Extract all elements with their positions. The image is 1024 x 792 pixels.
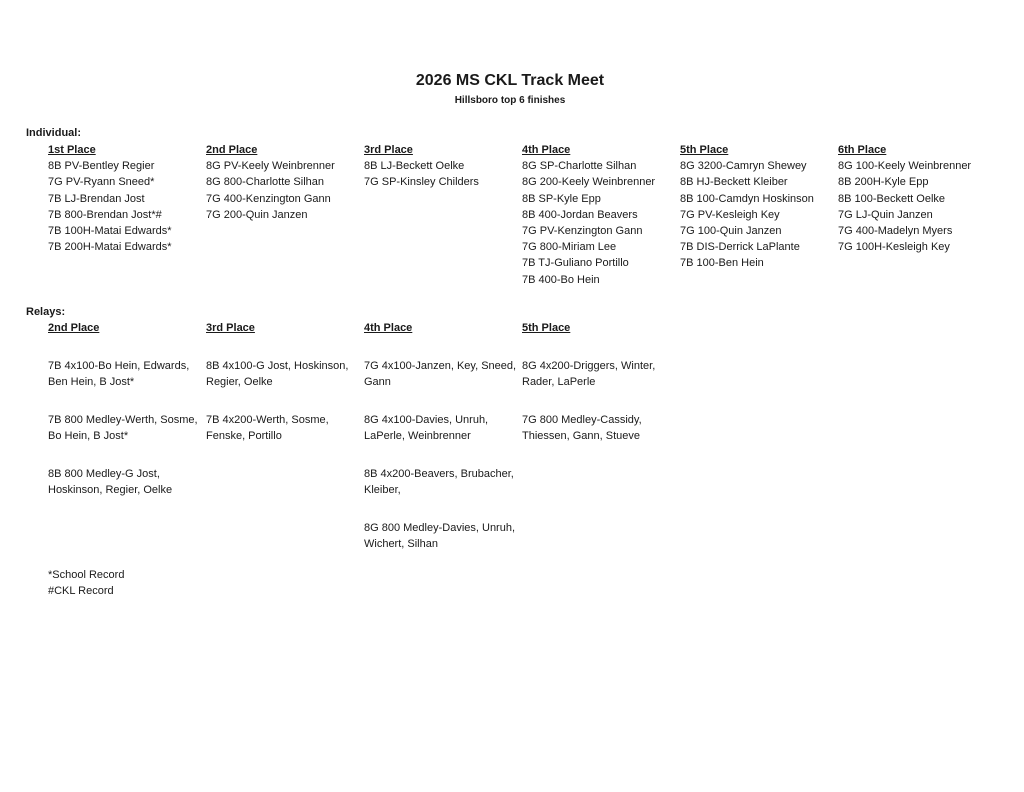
result-entry: 7B 400-Bo Hein bbox=[522, 273, 600, 286]
column-heading: 3rd Place bbox=[364, 144, 413, 156]
individual-column-3rd bbox=[364, 142, 524, 191]
result-entry: 7B 100H-Matai Edwards* bbox=[48, 225, 172, 238]
result-entry: 8B 100-Beckett Oelke bbox=[838, 192, 946, 205]
result-entry: 7B 800-Brendan Jost*# bbox=[48, 208, 162, 221]
column-heading: 1st Place bbox=[48, 144, 96, 156]
individual-column-6th bbox=[838, 142, 998, 255]
relay-entry: 8G 4x100-Davies, Unruh, LaPerle, Weinbrenner bbox=[364, 414, 489, 443]
relay-entry: 8B 800 Medley-G Jost, Hoskinson, Regier, Oelke bbox=[48, 468, 173, 497]
result-entry: 7B TJ-Guliano Portillo bbox=[522, 257, 629, 270]
ckl-record-note: #CKL Record bbox=[48, 585, 114, 598]
individual-column-2nd bbox=[206, 142, 366, 223]
individual-column-5th bbox=[680, 142, 840, 272]
result-entry: 7B DIS-Derrick LaPlante bbox=[680, 241, 800, 254]
result-entry: 8B 100-Camdyn Hoskinson bbox=[680, 192, 814, 205]
relay-heading-5th: 5th Place bbox=[522, 322, 571, 334]
relay-entry: 7B 4x200-Werth, Sosme, Fenske, Portillo bbox=[206, 414, 329, 443]
result-entry: 7G LJ-Quin Janzen bbox=[838, 208, 933, 221]
relay-heading-3rd: 3rd Place bbox=[206, 322, 255, 334]
individual-column-4th bbox=[522, 142, 682, 288]
relay-entry: 8B 4x100-G Jost, Hoskinson, Regier, Oelke bbox=[206, 360, 349, 389]
relay-heading-2nd: 2nd Place bbox=[48, 322, 100, 334]
result-entry: 8G SP-Charlotte Silhan bbox=[522, 160, 637, 173]
result-entry: 8B SP-Kyle Epp bbox=[522, 192, 601, 205]
result-entry: 7B 200H-Matai Edwards* bbox=[48, 241, 172, 254]
result-entry: 7B LJ-Brendan Jost bbox=[48, 192, 145, 205]
result-entry: 8G 100-Keely Weinbrenner bbox=[838, 160, 972, 173]
relay-entry: 8G 800 Medley-Davies, Unruh, Wichert, Silhan bbox=[364, 522, 516, 551]
relay-entry: 7G 4x100-Janzen, Key, Sneed, Gann bbox=[364, 360, 517, 389]
result-entry: 8G 3200-Camryn Shewey bbox=[680, 160, 807, 173]
relay-entry: 8G 4x200-Driggers, Winter, Rader, LaPerle bbox=[522, 360, 656, 389]
page-subtitle: Hillsboro top 6 finishes bbox=[454, 95, 566, 106]
result-entry: 8B 400-Jordan Beavers bbox=[522, 208, 638, 221]
relay-entry: 7B 800 Medley-Werth, Sosme, Bo Hein, B Jost* bbox=[48, 414, 198, 443]
result-entry: 7B 100-Ben Hein bbox=[680, 257, 764, 270]
column-heading: 4th Place bbox=[522, 144, 571, 156]
result-entry: 8G 200-Keely Weinbrenner bbox=[522, 176, 656, 189]
result-entry: 7G 800-Miriam Lee bbox=[522, 241, 617, 254]
column-heading: 6th Place bbox=[838, 144, 887, 156]
individual-section-label: Individual: bbox=[26, 127, 81, 139]
result-entry: 7G 200-Quin Janzen bbox=[206, 208, 308, 221]
result-entry: 7G PV-Kesleigh Key bbox=[680, 208, 780, 221]
result-entry: 8G 800-Charlotte Silhan bbox=[206, 176, 325, 189]
result-entry: 7G PV-Ryann Sneed* bbox=[48, 176, 155, 189]
result-entry: 7G SP-Kinsley Childers bbox=[364, 176, 479, 189]
result-entry: 7G PV-Kenzington Gann bbox=[522, 225, 643, 238]
individual-column-1st bbox=[48, 142, 208, 255]
result-entry: 7G 100H-Kesleigh Key bbox=[838, 241, 950, 254]
result-entry: 8B PV-Bentley Regier bbox=[48, 160, 155, 173]
result-entry: 8G PV-Keely Weinbrenner bbox=[206, 160, 335, 173]
relay-entry: 7G 800 Medley-Cassidy, Thiessen, Gann, Stueve bbox=[522, 414, 642, 443]
result-entry: 7G 400-Kenzington Gann bbox=[206, 192, 331, 205]
result-entry: 8B LJ-Beckett Oelke bbox=[364, 160, 465, 173]
relay-heading-4th: 4th Place bbox=[364, 322, 413, 334]
relay-entry: 7B 4x100-Bo Hein, Edwards, Ben Hein, B Jost* bbox=[48, 360, 190, 389]
record-legend bbox=[48, 567, 124, 599]
relay-entry: 8B 4x200-Beavers, Brubacher, Kleiber, bbox=[364, 468, 514, 497]
column-heading: 2nd Place bbox=[206, 144, 258, 156]
result-entry: 7G 100-Quin Janzen bbox=[680, 225, 782, 238]
result-entry: 8B HJ-Beckett Kleiber bbox=[680, 176, 788, 189]
relays-section-label: Relays: bbox=[26, 306, 66, 318]
result-entry: 8B 200H-Kyle Epp bbox=[838, 176, 929, 189]
column-heading: 5th Place bbox=[680, 144, 729, 156]
page-title: 2026 MS CKL Track Meet bbox=[415, 72, 605, 89]
school-record-note: *School Record bbox=[48, 569, 125, 581]
result-entry: 7G 400-Madelyn Myers bbox=[838, 225, 953, 238]
